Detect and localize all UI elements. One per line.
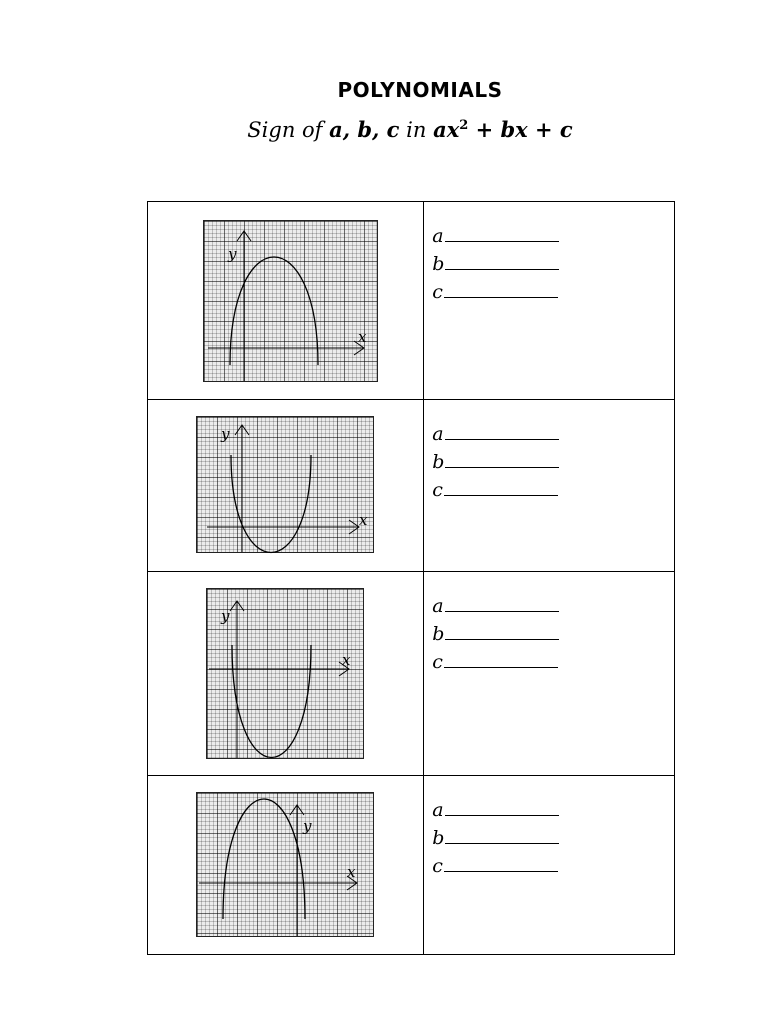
answer-var: b [432, 623, 445, 645]
problem-row [148, 400, 675, 572]
subtitle-prefix: Sign of [247, 118, 323, 142]
parabola-graph [203, 220, 378, 382]
graph-svg [197, 793, 375, 938]
expr-left: ax [433, 117, 460, 142]
graph-svg [204, 221, 379, 383]
graph-cell [148, 776, 424, 955]
parabola-graph [196, 792, 374, 937]
answer-c [432, 278, 674, 306]
graph-cell [148, 572, 424, 776]
answer-c-blank[interactable] [444, 477, 558, 496]
answer-var: c [432, 281, 443, 303]
answer-c [432, 852, 674, 880]
answer-b-blank[interactable] [445, 825, 559, 844]
answer-a-blank[interactable] [445, 593, 559, 612]
answer-b [432, 250, 674, 278]
answer-var: a [432, 799, 444, 821]
parabola-graph [206, 588, 364, 759]
subtitle-in: in [406, 118, 427, 142]
graph-svg [197, 417, 375, 554]
y-axis-label: y [221, 607, 230, 625]
answer-a-blank[interactable] [445, 421, 559, 440]
answer-var: c [432, 651, 443, 673]
parabola-curve [231, 455, 311, 553]
answer-var: c [432, 479, 443, 501]
page-title: POLYNOMIALS [337, 78, 503, 102]
expr-exponent: 2 [459, 118, 469, 133]
answer-cell [424, 572, 675, 776]
answer-b [432, 448, 674, 476]
answer-b-blank[interactable] [445, 621, 559, 640]
y-axis-label: y [228, 245, 237, 263]
answer-a-blank[interactable] [445, 797, 559, 816]
answer-c [432, 476, 674, 504]
answer-c-blank[interactable] [444, 279, 558, 298]
x-axis-label: x [359, 511, 368, 529]
parabola-curve [230, 257, 318, 365]
answer-var: a [432, 225, 444, 247]
answer-a [432, 222, 674, 250]
answer-c [432, 648, 674, 676]
answer-a [432, 592, 674, 620]
answer-var: a [432, 423, 444, 445]
worksheet-table [147, 201, 675, 955]
answer-var: b [432, 451, 445, 473]
page-subtitle [0, 117, 768, 142]
answer-b-blank[interactable] [445, 251, 559, 270]
answer-var: c [432, 855, 443, 877]
answer-a [432, 420, 674, 448]
answer-b [432, 620, 674, 648]
answer-b [432, 824, 674, 852]
parabola-curve [223, 799, 305, 919]
x-axis-label: x [358, 328, 367, 346]
graph-cell [148, 400, 424, 572]
problem-row [148, 202, 675, 400]
answer-cell [424, 776, 675, 955]
y-axis-label: y [221, 425, 230, 443]
x-axis-label: x [347, 863, 356, 881]
answer-c-blank[interactable] [444, 649, 558, 668]
answer-c-blank[interactable] [444, 853, 558, 872]
graph-svg [207, 589, 365, 760]
answer-var: a [432, 595, 444, 617]
x-axis-label: x [342, 651, 351, 669]
answer-var: b [432, 253, 445, 275]
answer-cell [424, 202, 675, 400]
answer-a [432, 796, 674, 824]
y-axis-label: y [303, 817, 312, 835]
subtitle-vars: a, b, c [329, 117, 400, 142]
parabola-graph [196, 416, 374, 553]
expr-right: + bx + c [475, 117, 573, 142]
answer-b-blank[interactable] [445, 449, 559, 468]
graph-cell [148, 202, 424, 400]
subtitle-expression [433, 117, 573, 142]
answer-var: b [432, 827, 445, 849]
problem-row [148, 776, 675, 955]
answer-cell [424, 400, 675, 572]
parabola-curve [232, 645, 311, 758]
problem-row [148, 572, 675, 776]
answer-a-blank[interactable] [445, 223, 559, 242]
